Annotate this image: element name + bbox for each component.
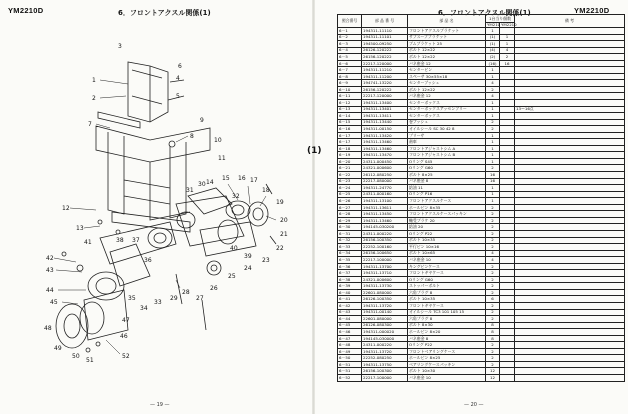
row-part-no: 194311-11101 xyxy=(362,34,408,41)
callout-14: 14 xyxy=(206,179,214,186)
callout-38: 38 xyxy=(116,237,124,244)
row-ref: 6－43 xyxy=(338,309,362,316)
callout-26: 26 xyxy=(210,285,218,292)
row-ref: 6－34 xyxy=(338,250,362,257)
row-name: ボルト 10×35 xyxy=(408,296,486,303)
row-qty-a: 1 xyxy=(486,100,500,107)
row-part-no: 26156-120222 xyxy=(362,54,408,61)
row-part-no: 194311-13700 xyxy=(362,263,408,270)
row-ref: 6－4 xyxy=(338,47,362,54)
row-name: 歯車 xyxy=(408,139,486,146)
frame-part xyxy=(96,126,210,162)
row-part-no: 194311-24770 xyxy=(362,185,408,192)
row-name: センターピン xyxy=(408,67,486,74)
row-part-no: 26156-120222 xyxy=(362,86,408,93)
row-qty-a: 16 xyxy=(486,172,500,179)
row-qty-b: 1 xyxy=(500,34,515,41)
row-ref: 6－36 xyxy=(338,263,362,270)
row-part-no: 194311-13470 xyxy=(362,152,408,159)
row-part-no: 194311-13100 xyxy=(362,198,408,205)
row-ref: 6－22 xyxy=(338,172,362,179)
row-part-no: 22217-120000 xyxy=(362,93,408,100)
row-qty-a: 1 xyxy=(486,191,500,198)
row-qty-a: 2 xyxy=(486,289,500,296)
row-qty-b xyxy=(500,374,515,381)
callout-45: 45 xyxy=(50,299,58,306)
row-ref: 6－27 xyxy=(338,204,362,211)
row-part-no: 22252-080250 xyxy=(362,355,408,362)
row-name: 給油 20 xyxy=(408,224,486,231)
header-name: 部 品 名 xyxy=(408,15,486,28)
right-section-title: 6．フロントアクスル関係(1) xyxy=(438,9,531,17)
row-name: バネ座金 12 xyxy=(408,60,486,67)
row-part-no: 194311-13750 xyxy=(362,361,408,368)
row-qty-a: (1) xyxy=(486,34,500,41)
row-qty-a: 1 xyxy=(486,152,500,159)
row-part-no: 22601-080000 xyxy=(362,316,408,323)
callout-42: 42 xyxy=(46,255,54,262)
row-qty-a: (2) xyxy=(486,54,500,61)
row-ref: 6－26 xyxy=(338,198,362,205)
table-row xyxy=(338,374,625,381)
row-part-no: 26156-100300 xyxy=(362,368,408,375)
right-model-code: YM2210D xyxy=(574,6,610,15)
row-ref: 6－42 xyxy=(338,302,362,309)
callout-32: 32 xyxy=(232,193,240,200)
row-part-no: 194311-11210 xyxy=(362,67,408,74)
row-part-no: 24311-000450 xyxy=(362,158,408,165)
row-ref: 6－33 xyxy=(338,244,362,251)
callout-10: 10 xyxy=(214,137,222,144)
row-ref: 6－13 xyxy=(338,106,362,113)
row-qty-b: 1 xyxy=(500,41,515,48)
right-page-number: — 20 — xyxy=(464,402,484,408)
row-part-no: 194311-13710 xyxy=(362,270,408,277)
row-part-no: 24321-000600 xyxy=(362,276,408,283)
row-ref: 6－30 xyxy=(338,224,362,231)
row-qty-a: 1 xyxy=(486,158,500,165)
parts-table-body xyxy=(338,28,625,382)
row-qty-a: 2 xyxy=(486,342,500,349)
row-ref: 6－45 xyxy=(338,322,362,329)
header-qty: 1台当り個数 xyxy=(486,15,515,23)
row-name: キングピンケース xyxy=(408,263,486,270)
row-qty-a: 1 xyxy=(486,106,500,113)
row-qty-a: 8 xyxy=(486,322,500,329)
row-part-no: 22252-100160 xyxy=(362,244,408,251)
header-remarks: 備 考 xyxy=(515,15,625,28)
row-part-no: 26126-100350 xyxy=(362,296,408,303)
callout-39: 39 xyxy=(244,253,252,260)
row-part-no: 194311-00140 xyxy=(362,309,408,316)
row-part-no: 22217-120000 xyxy=(362,60,408,67)
row-ref: 6－5 xyxy=(338,54,362,61)
row-qty-a: 2 xyxy=(486,276,500,283)
row-ref: 6－9 xyxy=(338,80,362,87)
header-qty-a: YM210 xyxy=(487,22,501,28)
row-part-no: 26126-120222 xyxy=(362,47,408,54)
callout-21: 21 xyxy=(280,231,288,238)
callout-20: 20 xyxy=(280,217,288,224)
row-name: フロントアクスルケース xyxy=(408,198,486,205)
callout-22: 22 xyxy=(276,245,284,252)
row-part-no: 22217-080000 xyxy=(362,178,408,185)
row-part-no: 194311-13420 xyxy=(362,132,408,139)
callout-50: 50 xyxy=(72,353,80,360)
row-qty-a: 12 xyxy=(486,374,500,381)
row-qty-a: 4 xyxy=(486,250,500,257)
row-remarks xyxy=(515,374,625,381)
row-ref: 6－49 xyxy=(338,348,362,355)
row-part-no: 24311-000160 xyxy=(362,191,408,198)
row-name: フロントギヤケース xyxy=(408,302,486,309)
row-ref: 6－28 xyxy=(338,211,362,218)
row-ref: 6－2 xyxy=(338,34,362,41)
row-part-no: 194311-13411 xyxy=(362,113,408,120)
row-qty-b: 2 xyxy=(500,54,515,61)
callout-6: 6 xyxy=(178,63,182,70)
row-name: ホールピン 8×20 xyxy=(408,329,486,336)
row-ref: 6－3 xyxy=(338,41,362,48)
row-ref: 6－35 xyxy=(338,257,362,264)
row-qty-a: 1 xyxy=(486,28,500,35)
row-ref: 6－41 xyxy=(338,296,362,303)
row-ref: 6－11 xyxy=(338,93,362,100)
row-qty-a: 2 xyxy=(486,283,500,290)
row-name: ボルト 8×30 xyxy=(408,322,486,329)
row-qty-a: 1 xyxy=(486,185,500,192)
row-name: フロントアジャストシム B xyxy=(408,152,486,159)
callout-46: 46 xyxy=(120,333,128,340)
row-ref: 6－17 xyxy=(338,132,362,139)
row-name: 平行ピン 10×16 xyxy=(408,244,486,251)
row-qty-a: 2 xyxy=(486,165,500,172)
callout-52: 52 xyxy=(122,353,130,360)
row-qty-a: 6 xyxy=(486,296,500,303)
callout-13: 13 xyxy=(76,225,84,232)
row-name: 巻ブッシュ xyxy=(408,119,486,126)
row-part-no: 24311-000220 xyxy=(362,230,408,237)
row-part-no: 26112-080250 xyxy=(362,172,408,179)
row-qty-a: 2 xyxy=(486,237,500,244)
row-qty-b: 4 xyxy=(500,47,515,54)
row-name: Oリング S45 xyxy=(408,158,486,165)
callout-2: 2 xyxy=(92,95,96,102)
row-name: フロントアジャストシム A xyxy=(408,145,486,152)
callout-36: 36 xyxy=(144,257,152,264)
row-ref: 6－32 xyxy=(338,237,362,244)
row-name: ボルト 12×22 xyxy=(408,54,486,61)
row-qty-a: 2 xyxy=(486,204,500,211)
row-ref: 6－24 xyxy=(338,185,362,192)
row-name: バネ座金 8 xyxy=(408,178,486,185)
row-qty-a: 8 xyxy=(486,329,500,336)
row-name: センターボックスアッセンブリー xyxy=(408,106,486,113)
callout-18: 18 xyxy=(262,187,270,194)
row-part-no: 194311-13460 xyxy=(362,145,408,152)
row-name: ブムブラケット 25 xyxy=(408,41,486,48)
row-qty-a: 2 xyxy=(486,302,500,309)
row-name: バネ座金 10 xyxy=(408,374,486,381)
row-qty-a: 2 xyxy=(486,316,500,323)
row-qty-a: (16) xyxy=(486,60,500,67)
row-qty-a: 2 xyxy=(486,309,500,316)
row-qty-a: 2 xyxy=(486,270,500,277)
row-ref: 6－14 xyxy=(338,113,362,120)
row-name: ホールピン 8×35 xyxy=(408,204,486,211)
row-qty-a: (4) xyxy=(486,47,500,54)
row-part-no: 26126-080300 xyxy=(362,322,408,329)
callout-24: 24 xyxy=(244,265,252,272)
row-qty-a: (1) xyxy=(486,41,500,48)
callout-43: 43 xyxy=(46,267,54,274)
row-name: Oリング G60 xyxy=(408,276,486,283)
callout-34: 34 xyxy=(140,305,148,312)
callout-7: 7 xyxy=(88,121,92,128)
bracket-part xyxy=(128,62,168,122)
row-part-no: 194741-13220 xyxy=(362,80,408,87)
row-name: Oリング P16 xyxy=(408,191,486,198)
row-ref: 6－21 xyxy=(338,165,362,172)
row-qty-a: 4 xyxy=(486,93,500,100)
row-part-no: 22217-100000 xyxy=(362,374,408,381)
row-part-no: 26156-100650 xyxy=(362,250,408,257)
callout-49: 49 xyxy=(54,345,62,352)
row-name: Oリング P22 xyxy=(408,342,486,349)
header-ref: 照合番号 xyxy=(338,15,362,28)
row-qty-a: 1 xyxy=(486,67,500,74)
row-part-no: 22601-080000 xyxy=(362,289,408,296)
callout-19: 19 xyxy=(276,199,284,206)
row-name: Oリング G60 xyxy=(408,165,486,172)
row-qty-a: 1 xyxy=(486,132,500,139)
row-part-no: 194311-13460 xyxy=(362,217,408,224)
row-name: オイルシール TC3 101 105 15 xyxy=(408,309,486,316)
row-part-no: 24311-000220 xyxy=(362,342,408,349)
row-ref: 6－15 xyxy=(338,119,362,126)
row-ref: 6－51 xyxy=(338,368,362,375)
row-part-no: 194311-13400 xyxy=(362,100,408,107)
row-qty-a: 8 xyxy=(486,335,500,342)
callout-1: 1 xyxy=(92,77,96,84)
right-page xyxy=(314,0,628,414)
parts-list-table xyxy=(337,14,625,382)
row-ref: 6－8 xyxy=(338,73,362,80)
row-name: バネ座金 8 xyxy=(408,335,486,342)
row-part-no: 194311-11110 xyxy=(362,28,408,35)
row-qty-a: 2 xyxy=(486,355,500,362)
row-qty-a: 2 xyxy=(486,348,500,355)
callout-48: 48 xyxy=(44,325,52,332)
row-part-no: 194311-00150 xyxy=(362,126,408,133)
row-qty-a: 2 xyxy=(486,244,500,251)
row-part-no: 24321-000600 xyxy=(362,165,408,172)
row-qty-a: 1 xyxy=(486,73,500,80)
row-qty-a: 1 xyxy=(486,198,500,205)
left-page-number: — 19 — xyxy=(150,402,170,408)
row-part-no: 194145-030000 xyxy=(362,335,408,342)
row-name: ベアリングケースパッキン xyxy=(408,361,486,368)
row-part-no: 194311-000020 xyxy=(362,329,408,336)
callout-51: 51 xyxy=(86,357,94,364)
row-ref: 6－17 xyxy=(338,139,362,146)
row-ref: 6－52 xyxy=(338,374,362,381)
callout-37: 37 xyxy=(132,237,140,244)
row-ref: 6－20 xyxy=(338,158,362,165)
row-ref: 6－19 xyxy=(338,152,362,159)
callout-3: 3 xyxy=(118,43,122,50)
row-ref: 6－10 xyxy=(338,86,362,93)
callout-28: 28 xyxy=(182,289,190,296)
callout-41: 41 xyxy=(84,239,92,246)
callout-16: 16 xyxy=(238,175,246,182)
row-name: センターブッシュ xyxy=(408,80,486,87)
diagram-drawing xyxy=(56,62,276,352)
callout-31: 31 xyxy=(186,187,194,194)
row-name: ストッパーボルト xyxy=(408,283,486,290)
callout-5: 5 xyxy=(176,93,180,100)
callout-8: 8 xyxy=(190,133,194,140)
row-name: スペーサ 30×55×18 xyxy=(408,73,486,80)
row-ref: 6－23 xyxy=(338,178,362,185)
row-ref: 6－37 xyxy=(338,270,362,277)
row-part-no: 194311-13401 xyxy=(362,106,408,113)
row-name: ボルト 10×65 xyxy=(408,250,486,257)
row-part-no: 194311-13611 xyxy=(362,204,408,211)
row-part-no: 194311-11200 xyxy=(362,73,408,80)
row-name: プリーサ xyxy=(408,132,486,139)
row-ref: 6－50 xyxy=(338,355,362,362)
row-ref: 6－12 xyxy=(338,100,362,107)
row-qty-a: 2 xyxy=(486,361,500,368)
row-ref: 6－44 xyxy=(338,316,362,323)
row-qty-b: 16 xyxy=(500,60,515,67)
row-part-no: 194311-13460 xyxy=(362,139,408,146)
callout-44: 44 xyxy=(46,287,54,294)
row-name: フロントアクスルブラケット xyxy=(408,28,486,35)
row-name: ボルト 12×22 xyxy=(408,86,486,93)
row-name: フロントベアリングケース xyxy=(408,348,486,355)
header-part-no: 部 品 番 号 xyxy=(362,15,408,28)
callout-29: 29 xyxy=(170,295,178,302)
gutter-mark: (1) xyxy=(307,146,322,156)
row-part-no: 194145-030200 xyxy=(362,224,408,231)
row-qty-a: 4 xyxy=(486,80,500,87)
row-qty-a: 2 xyxy=(486,211,500,218)
row-qty-a: 1 xyxy=(486,145,500,152)
row-ref: 6－47 xyxy=(338,335,362,342)
row-ref: 6－51 xyxy=(338,361,362,368)
row-name: ボルト 12×22 xyxy=(408,47,486,54)
callout-35: 35 xyxy=(128,295,136,302)
row-ref: 6－1 xyxy=(338,28,362,35)
row-name: サブスーブブラケット xyxy=(408,34,486,41)
row-name: フロントアクスルケースパッキン xyxy=(408,211,486,218)
row-name: ホールピン 8×25 xyxy=(408,355,486,362)
callout-9: 9 xyxy=(200,117,204,124)
callout-15: 15 xyxy=(222,175,230,182)
header-qty-b: YM2210 xyxy=(501,22,517,28)
callout-4: 4 xyxy=(176,75,180,82)
row-remarks: 13～16点 xyxy=(515,106,625,113)
row-qty-a: 2 xyxy=(486,263,500,270)
callout-23: 23 xyxy=(262,257,270,264)
row-qty-a: 2 xyxy=(486,119,500,126)
row-ref: 6－25 xyxy=(338,191,362,198)
row-ref: 6－18 xyxy=(338,145,362,152)
row-name: 軸受ブラケ 20 xyxy=(408,217,486,224)
row-name: バネ座金 10 xyxy=(408,257,486,264)
row-ref: 6－6 xyxy=(338,60,362,67)
row-name: 給油 11 xyxy=(408,185,486,192)
row-name: ボルト 10×30 xyxy=(408,368,486,375)
callout-11: 11 xyxy=(218,155,226,162)
row-ref: 6－39 xyxy=(338,283,362,290)
sub-bracket-part xyxy=(98,112,140,128)
left-model-code: YM2210D xyxy=(8,6,44,15)
row-part-no: 22217-100000 xyxy=(362,257,408,264)
row-qty-a: 2 xyxy=(486,224,500,231)
row-qty-a: 2 xyxy=(486,126,500,133)
row-name: センターボックス xyxy=(408,100,486,107)
row-name: センターボックス xyxy=(408,113,486,120)
row-part-no: 26156-100350 xyxy=(362,237,408,244)
callout-47: 47 xyxy=(122,317,130,324)
row-name: オイルシール SC 30 42 8 xyxy=(408,126,486,133)
row-ref: 6－46 xyxy=(338,329,362,336)
row-ref: 6－16 xyxy=(338,126,362,133)
row-qty-a: 1 xyxy=(486,139,500,146)
callout-17: 17 xyxy=(250,177,258,184)
row-part-no: 194311-13450 xyxy=(362,211,408,218)
row-ref: 6－40 xyxy=(338,289,362,296)
callout-33: 33 xyxy=(154,299,162,306)
row-name: ボルト 8×25 xyxy=(408,172,486,179)
callout-40: 40 xyxy=(230,245,238,252)
row-name: 六角プラグ 8 xyxy=(408,316,486,323)
row-ref: 6－31 xyxy=(338,230,362,237)
row-name: ボルト 10×35 xyxy=(408,237,486,244)
row-qty-a: 4 xyxy=(486,257,500,264)
row-name: 六角プラグ 8 xyxy=(408,289,486,296)
row-qty-a: 2 xyxy=(486,230,500,237)
row-qty-a: 2 xyxy=(486,217,500,224)
row-ref: 6－48 xyxy=(338,342,362,349)
row-qty-a: 16 xyxy=(486,178,500,185)
callout-27: 27 xyxy=(196,295,204,302)
row-qty-a: 2 xyxy=(486,86,500,93)
callout-25: 25 xyxy=(228,273,236,280)
row-part-no: 194311-13720 xyxy=(362,348,408,355)
row-ref: 6－29 xyxy=(338,217,362,224)
row-ref: 6－7 xyxy=(338,67,362,74)
row-part-no: 194311-13720 xyxy=(362,302,408,309)
row-name: フロントギヤケース xyxy=(408,270,486,277)
row-part-no: 194311-13730 xyxy=(362,283,408,290)
left-section-title: 6．フロントアクスル関係(1) xyxy=(118,9,211,17)
row-name: バネ座金 12 xyxy=(408,93,486,100)
row-part-no: 194311-13440 xyxy=(362,119,408,126)
callout-30: 30 xyxy=(198,181,206,188)
row-part-no: 194500-09250 xyxy=(362,41,408,48)
row-name: Oリング P22 xyxy=(408,230,486,237)
row-qty-a: 1 xyxy=(486,113,500,120)
callout-12: 12 xyxy=(62,205,70,212)
row-ref: 6－38 xyxy=(338,276,362,283)
row-qty-a: 12 xyxy=(486,368,500,375)
